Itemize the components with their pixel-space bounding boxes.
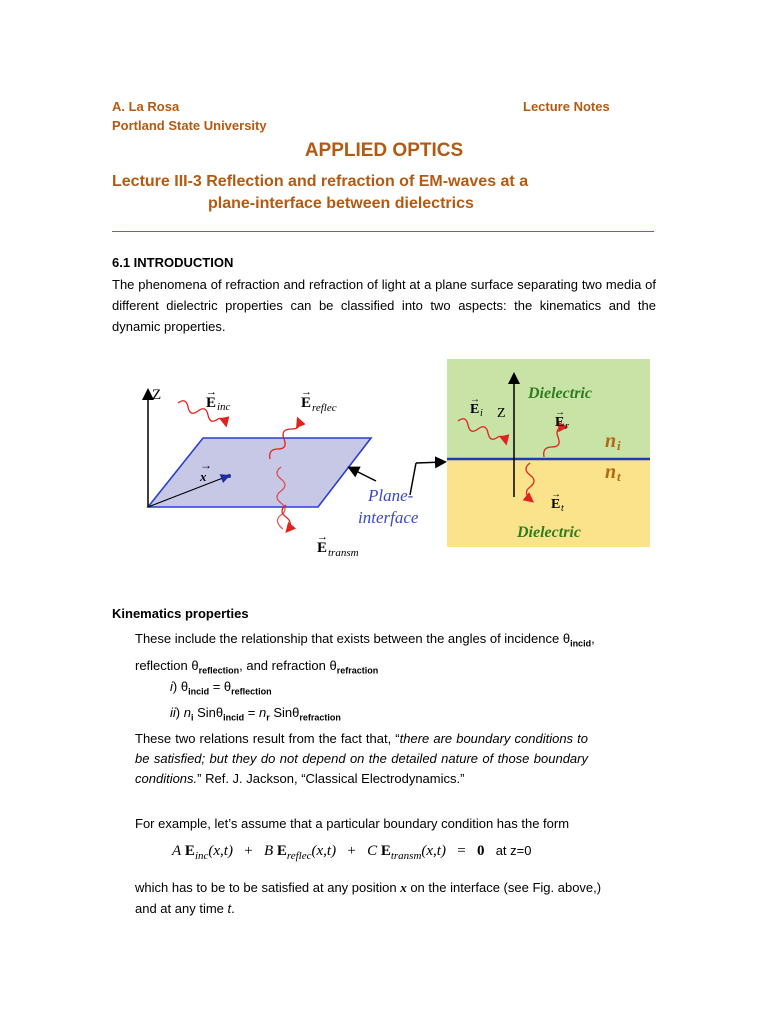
n-t-label: n xyxy=(605,461,617,483)
plane-interface-shape xyxy=(148,438,371,507)
svg-text:→: → xyxy=(301,386,312,398)
university-name: Portland State University xyxy=(112,118,267,133)
x-label: x xyxy=(200,469,207,484)
svg-text:t: t xyxy=(617,469,621,484)
z-label-left: Z xyxy=(152,387,162,403)
svg-text:→: → xyxy=(206,386,217,398)
svg-text:→: → xyxy=(551,489,561,500)
author-name: A. La Rosa xyxy=(112,99,180,114)
lecture-title-line1: Lecture III-3 Reflection and refraction of EM-waves at a xyxy=(112,173,529,190)
kinematics-paragraph-3: For example, let’s assume that a particular boundary condition has the form xyxy=(135,816,570,831)
e-reflec-label: E xyxy=(301,395,312,411)
e-i-label: E xyxy=(470,402,480,417)
intro-paragraph: The phenomena of refraction and refraction of light at a plane surface separating two media of different dielectric properties can be classified into two aspects: the kinematics and the dynamic properties. xyxy=(112,277,656,334)
relation-ii: ii) $n_i$ $Sin\theta_{incid} = n_r$ Sinθ$_{refraction}$ xyxy=(170,705,341,723)
transmitted-wave xyxy=(282,505,290,531)
page-title: APPLIED OPTICS xyxy=(304,140,464,161)
svg-text:→: → xyxy=(470,394,480,405)
svg-text:inc: inc xyxy=(217,401,231,413)
n-i-label: n xyxy=(605,430,617,452)
e-r-label: E xyxy=(555,415,565,430)
svg-text:i: i xyxy=(617,438,621,453)
title-divider xyxy=(112,231,654,232)
dielectric-top-label: Dielectric xyxy=(528,385,592,402)
svg-text:→: → xyxy=(317,531,328,543)
dielectric-bottom-label: Dielectric xyxy=(517,524,581,541)
z-label-right: Z xyxy=(497,406,506,421)
e-transm-label: E xyxy=(317,540,328,556)
doc-type: Lecture Notes xyxy=(523,99,610,114)
svg-text:t: t xyxy=(561,503,564,514)
left-diagram xyxy=(148,386,444,559)
svg-text:→: → xyxy=(555,407,565,418)
plane-pointer-arrow xyxy=(350,468,376,481)
svg-text:i: i xyxy=(480,408,483,419)
plane-label-2: interface xyxy=(358,508,419,527)
right-diagram xyxy=(447,359,650,547)
boundary-equation: A $E_{inc}(x,t)$ + B $E_{reflec}(x,t)$ + C $E_{transm}(x,t)$ = 0 at z=0 xyxy=(172,843,532,862)
svg-text:transm: transm xyxy=(328,547,359,559)
lecture-title-line2: plane-interface between dielectrics xyxy=(208,195,474,212)
e-inc-label: E xyxy=(206,395,217,411)
svg-text:→: → xyxy=(200,458,212,472)
kinematics-heading: Kinematics properties xyxy=(112,606,249,621)
kinematics-paragraph-2: These two relations result from the fact that, “there are boundary conditions to be satisfied; but they do not depend on the detailed nature of those boundary conditions.” Ref. J. Jackson, “Classical Electrodynamics.” xyxy=(135,731,588,786)
svg-text:reflec: reflec xyxy=(312,402,337,414)
svg-text:r: r xyxy=(565,421,569,432)
reflection-refraction-figure xyxy=(118,355,658,570)
section-heading: 6.1 INTRODUCTION xyxy=(112,255,234,270)
relation-i: i) $\theta_{incid} = \theta_{reflection}$ xyxy=(170,679,272,697)
e-t-label: E xyxy=(551,497,561,512)
figure-link-arrow xyxy=(416,462,444,463)
kinematics-paragraph-4: which has to be to be satisfied at any position x on the interface (see Fig. above,) and at any time t. xyxy=(135,880,602,916)
plane-label-1: Plane- xyxy=(368,486,414,505)
kinematics-paragraph-1: These include the relationship that exists between the angles of incidence $\theta_{incid}$, reflection $\theta_{reflection}$, and refraction $\theta_{refraction}$ xyxy=(135,631,595,676)
